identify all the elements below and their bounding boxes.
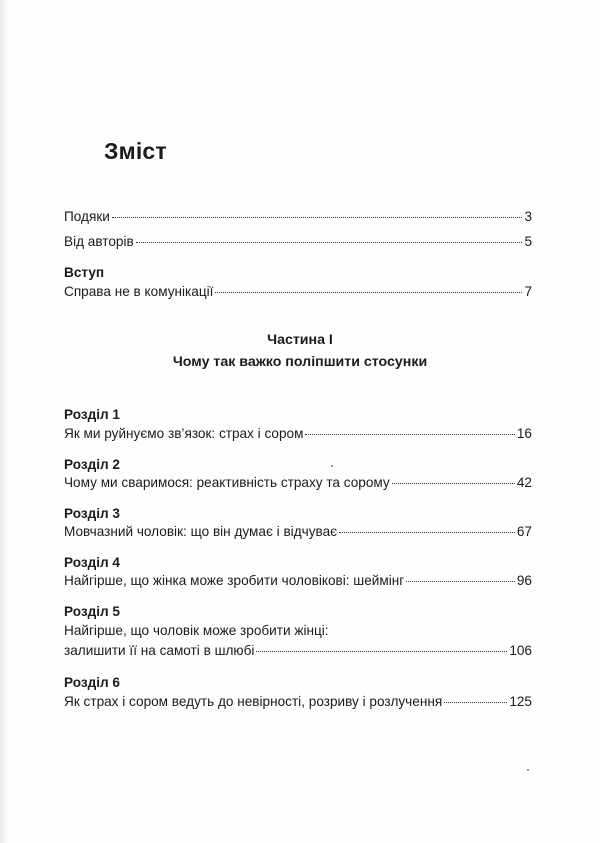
toc-entry-label: Справа не в комунікації: [64, 284, 214, 299]
dot-leader: [406, 581, 515, 582]
toc-entry-acknowledgements[interactable]: [64, 209, 532, 224]
toc-entry-chapter-5-line-1[interactable]: Найгірше, що чоловік може зробити жінці:: [64, 623, 329, 638]
toc-entry-chapter-1[interactable]: [64, 426, 532, 441]
toc-entry-chapter-4[interactable]: [64, 573, 532, 588]
dot-leader: [339, 532, 515, 533]
toc-entry-page: 16: [516, 426, 532, 441]
toc-entry-page: 106: [509, 643, 532, 658]
toc-entry-label: Як ми руйнуємо зв’язок: страх і сором: [64, 426, 304, 441]
toc-entry-label: Від авторів: [64, 234, 134, 249]
chapter-6-heading: Розділ 6: [64, 675, 120, 690]
toc-entry-from-authors[interactable]: [64, 234, 532, 249]
toc-entry-page: 3: [524, 209, 532, 224]
intro-heading: Вступ: [64, 265, 105, 280]
dot-leader: [392, 483, 515, 484]
page-edge-shadow: [0, 0, 8, 843]
paper-speck: [331, 465, 333, 467]
chapter-1-heading: Розділ 1: [64, 407, 120, 422]
dot-leader: [215, 292, 522, 293]
toc-title: Зміст: [104, 138, 167, 164]
chapter-5-heading: Розділ 5: [64, 604, 120, 619]
part-number: Частина I: [267, 332, 333, 348]
toc-entry-page: 67: [516, 524, 532, 539]
toc-entry-label: Найгірше, що жінка може зробити чоловікові: шеймінг: [64, 573, 405, 588]
toc-entry-page: 96: [516, 573, 532, 588]
part-title: Чому так важко поліпшити стосунки: [172, 354, 428, 370]
dot-leader: [256, 651, 507, 652]
dot-leader: [444, 702, 507, 703]
chapter-3-heading: Розділ 3: [64, 506, 120, 521]
toc-entry-page: 7: [524, 284, 532, 299]
toc-entry-intro[interactable]: [64, 284, 532, 299]
chapter-2-heading: Розділ 2: [64, 457, 120, 472]
toc-entry-chapter-2[interactable]: [64, 475, 532, 490]
toc-entry-page: 125: [509, 694, 532, 709]
toc-entry-label: Мовчазний чоловік: що він думає і відчуває: [64, 524, 338, 539]
toc-entry-label: Подяки: [64, 209, 110, 224]
dot-leader: [136, 242, 523, 243]
dot-leader: [305, 434, 514, 435]
toc-entry-page: 42: [516, 475, 532, 490]
toc-entry-label: Як страх і сором ведуть до невірності, розриву і розлучення: [64, 694, 443, 709]
toc-entry-label: залишити її на самоті в шлюбі: [64, 643, 255, 658]
toc-entry-chapter-6[interactable]: [64, 694, 532, 709]
chapter-4-heading: Розділ 4: [64, 555, 120, 570]
toc-entry-label: Чому ми сваримося: реактивність страху та сорому: [64, 475, 390, 490]
toc-entry-chapter-5[interactable]: [64, 643, 532, 658]
dot-leader: [112, 217, 523, 218]
toc-entry-chapter-3[interactable]: [64, 524, 532, 539]
paper-speck: [527, 769, 529, 771]
toc-entry-page: 5: [524, 234, 532, 249]
